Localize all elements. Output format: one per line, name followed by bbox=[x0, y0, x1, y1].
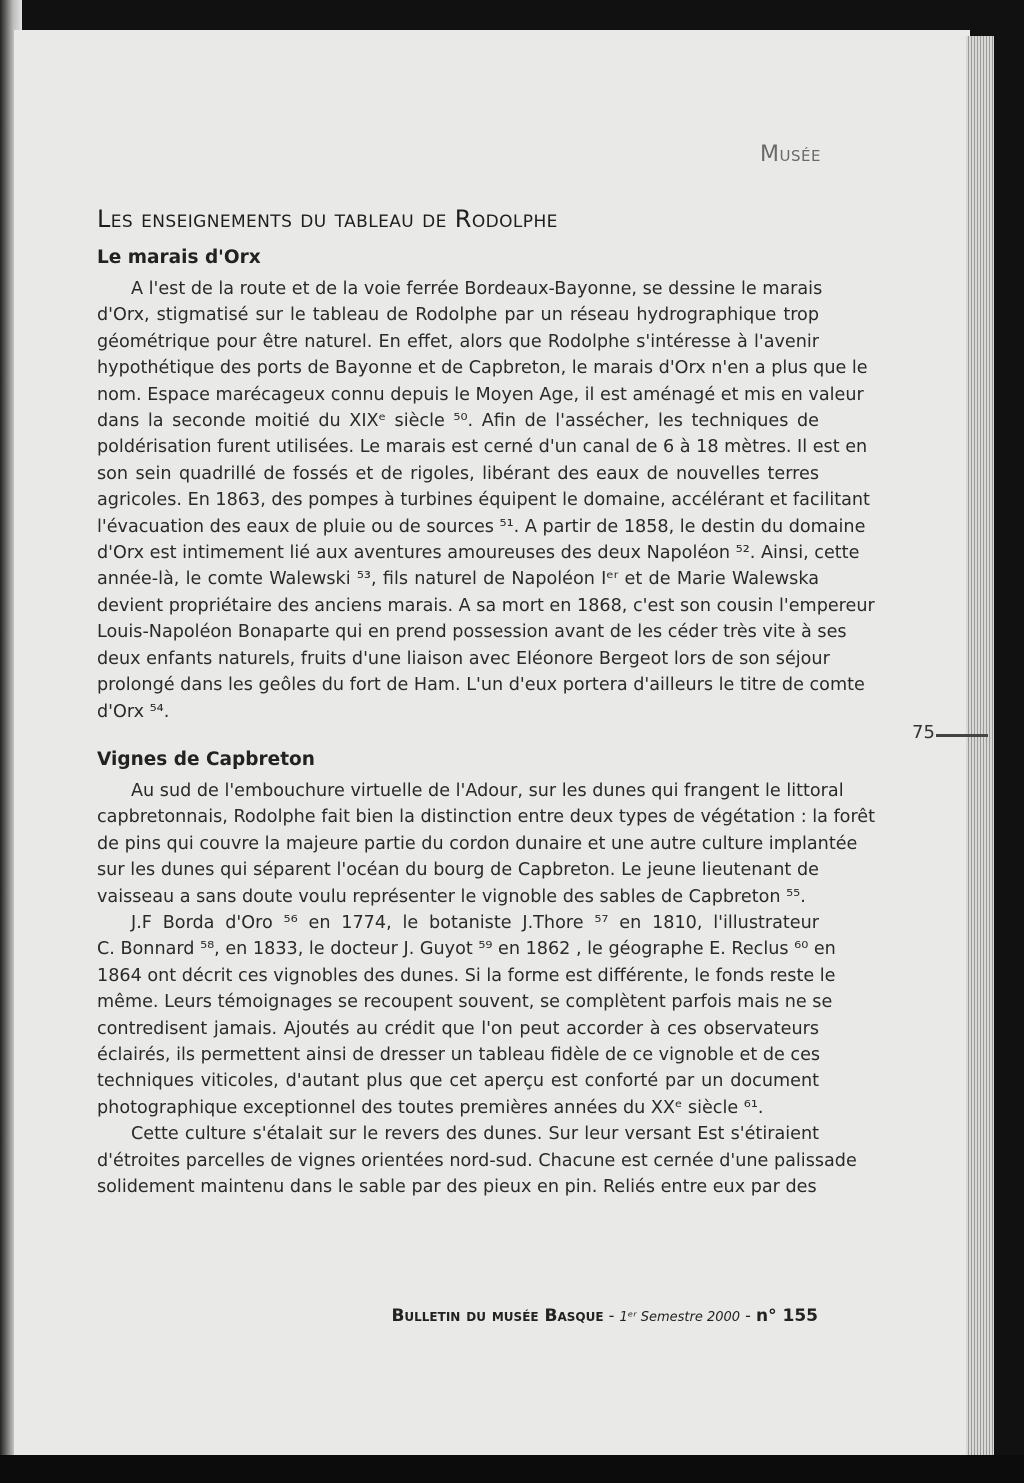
text-line: Louis-Napoléon Bonaparte qui en prend possession avant de les céder très vite à ses bbox=[97, 622, 847, 643]
paragraph bbox=[97, 276, 875, 725]
text-line: photographique exceptionnel des toutes premières années du XXᵉ siècle ⁶¹. bbox=[97, 1097, 764, 1118]
text-line: deux enfants naturels, fruits d'une liaison avec Eléonore Bergeot lors de son séjour bbox=[97, 648, 830, 669]
paragraph bbox=[97, 910, 836, 1121]
text-line: de pins qui couvre la majeure partie du cordon dunaire et une autre culture implantée bbox=[97, 833, 858, 854]
text-line: Cette culture s'étalait sur le revers des dunes. Sur leur versant Est s'étiraient bbox=[131, 1124, 819, 1145]
text-line: C. Bonnard ⁵⁸, en 1833, le docteur J. Guyot ⁵⁹ en 1862 , le géographe E. Reclus ⁶⁰ en bbox=[97, 939, 836, 960]
text-line: sur les dunes qui séparent l'océan du bourg de Capbreton. Le jeune lieutenant de bbox=[97, 860, 819, 881]
page-edges bbox=[966, 36, 994, 1456]
running-header: Musée bbox=[760, 142, 821, 167]
text-line: solidement maintenu dans le sable par des pieux en pin. Reliés entre eux par des bbox=[97, 1177, 817, 1197]
footer-issue: n° 155 bbox=[755, 1306, 818, 1326]
text-line: hypothétique des ports de Bayonne et de Capbreton, le marais d'Orx n'en a plus que le bbox=[97, 358, 868, 379]
section-heading: Vignes de Capbreton bbox=[97, 748, 315, 770]
text-line: éclairés, ils permettent ainsi de dresser un tableau fidèle de ce vignoble et de ces bbox=[97, 1044, 821, 1065]
footer-sep: - bbox=[740, 1306, 756, 1325]
text-line: année-là, le comte Walewski ⁵³, fils naturel de Napoléon Iᵉʳ et de Marie Walewska bbox=[97, 569, 819, 590]
text-line: son sein quadrillé de fossés et de rigoles, libérant des eaux de nouvelles terres bbox=[97, 463, 819, 484]
footer-sep: - bbox=[603, 1306, 620, 1325]
text-line: techniques viticoles, d'autant plus que cet aperçu est conforté par un document bbox=[97, 1071, 819, 1092]
text-line: nom. Espace marécageux connu depuis le Moyen Age, il est aménagé et mis en valeur bbox=[97, 384, 864, 405]
text-line: contredisent jamais. Ajoutés au crédit que l'on peut accorder à ces observateurs bbox=[97, 1018, 819, 1039]
text-line: géométrique pour être naturel. En effet, alors que Rodolphe s'intéresse à l'avenir bbox=[97, 331, 819, 352]
page-number-marker bbox=[936, 734, 988, 737]
text-line: d'Orx est intimement lié aux aventures amoureuses des deux Napoléon ⁵². Ainsi, cette bbox=[97, 543, 860, 564]
text-line: d'Orx ⁵⁴. bbox=[97, 701, 170, 722]
text-line: d'Orx, stigmatisé sur le tableau de Rodolphe par un réseau hydrographique trop bbox=[97, 305, 819, 326]
text-line: agricoles. En 1863, des pompes à turbines équipent le domaine, accélérant et facilitant bbox=[97, 490, 870, 511]
footer-journal: Bulletin du musée Basque bbox=[391, 1306, 604, 1326]
text-line: poldérisation furent utilisées. Le marais est cerné d'un canal de 6 à 18 mètres. Il est en bbox=[97, 437, 868, 458]
text-line: d'étroites parcelles de vignes orientées nord-sud. Chacune est cernée d'une palissade bbox=[97, 1150, 857, 1171]
text-line: A l'est de la route et de la voie ferrée Bordeaux-Bayonne, se dessine le marais bbox=[131, 279, 823, 299]
scan-background bbox=[0, 1455, 1024, 1483]
text-line: 1864 ont décrit ces vignobles des dunes. Si la forme est différente, le fonds reste le bbox=[97, 965, 836, 986]
text-line: vaisseau a sans doute voulu représenter le vignoble des sables de Capbreton ⁵⁵. bbox=[97, 886, 806, 907]
footer bbox=[391, 1306, 818, 1326]
text-line: l'évacuation des eaux de pluie ou de sources ⁵¹. A partir de 1858, le destin du domaine bbox=[97, 516, 866, 537]
text-line: capbretonnais, Rodolphe fait bien la distinction entre deux types de végétation : la forêt bbox=[97, 807, 876, 828]
text-line: J.F Borda d'Oro ⁵⁶ en 1774, le botaniste J.Thore ⁵⁷ en 1810, l'illustrateur bbox=[131, 912, 819, 933]
text-line: Au sud de l'embouchure virtuelle de l'Adour, sur les dunes qui frangent le littoral bbox=[131, 780, 844, 801]
page-number: 75 bbox=[912, 722, 935, 743]
paragraph bbox=[97, 1121, 857, 1200]
article-title: Les enseignements du tableau de Rodolphe bbox=[97, 205, 558, 233]
article bbox=[97, 205, 876, 1200]
paragraph bbox=[97, 778, 876, 910]
text-line: même. Leurs témoignages se recoupent souvent, se complètent parfois mais ne se bbox=[97, 992, 833, 1013]
text-line: dans la seconde moitié du XIXᵉ siècle ⁵⁰. Afin de l'assécher, les techniques de bbox=[97, 411, 819, 432]
text-line: devient propriétaire des anciens marais. A sa mort en 1868, c'est son cousin l'empereur bbox=[97, 595, 875, 616]
footer-semester: 1ᵉʳ Semestre 2000 bbox=[619, 1310, 741, 1325]
section-heading: Le marais d'Orx bbox=[97, 247, 261, 268]
text-line: prolongé dans les geôles du fort de Ham. L'un d'eux portera d'ailleurs le titre de comte bbox=[97, 675, 865, 696]
